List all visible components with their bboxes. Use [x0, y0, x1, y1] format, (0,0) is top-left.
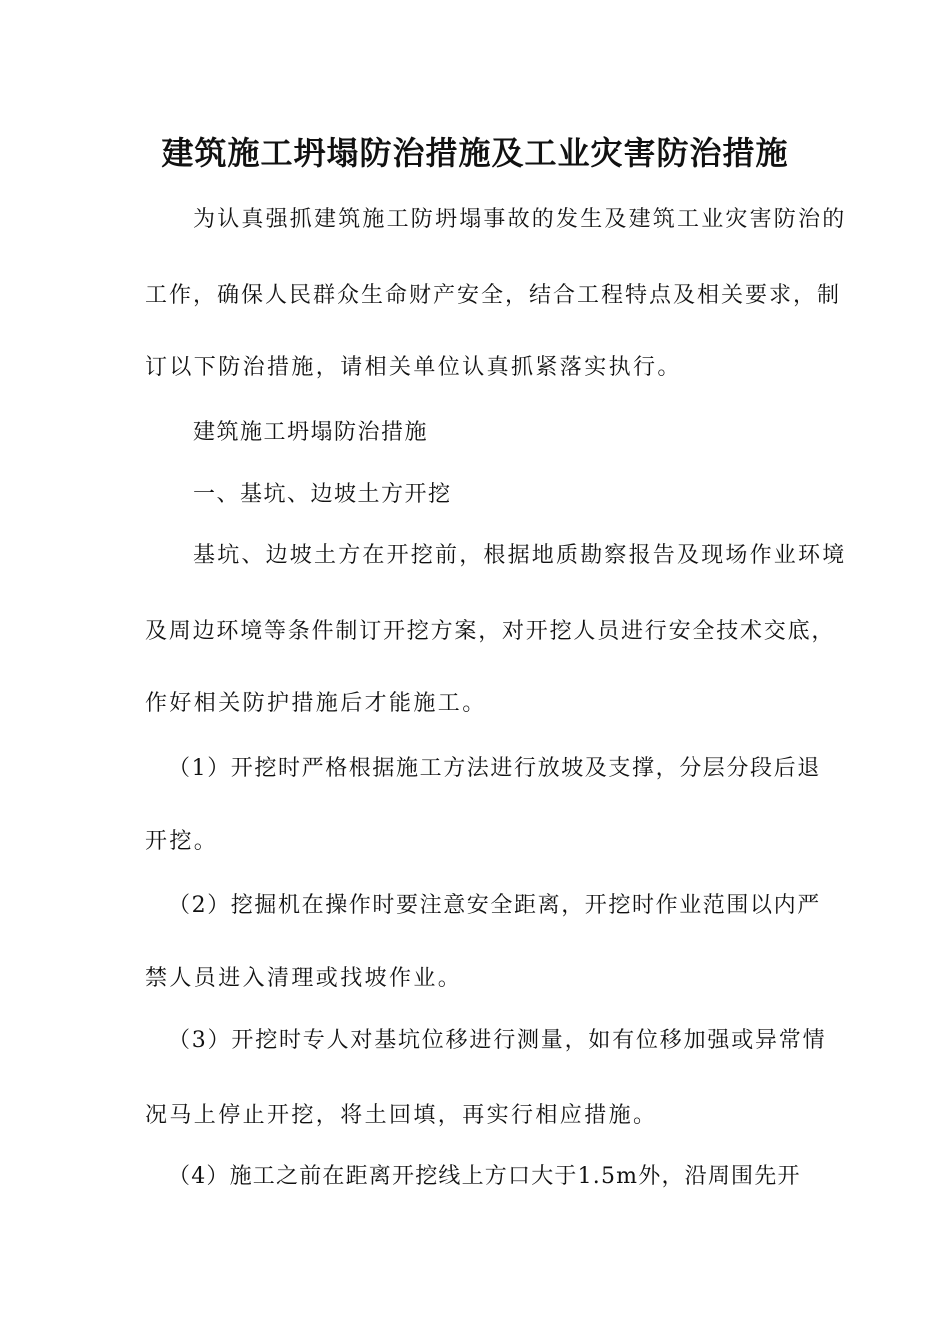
list-item-line: （4）施工之前在距离开挖线上方口大于1.5m外，沿周围先开: [168, 1164, 801, 1189]
list-item-line: 禁人员进入清理或找坡作业。: [145, 966, 463, 991]
section-heading: 建筑施工坍塌防治措施: [193, 420, 429, 445]
list-item-line: （3）开挖时专人对基坑位移进行测量，如有位移加强或异常情: [168, 1028, 827, 1053]
body-paragraph-line: 作好相关防护措施后才能施工。: [145, 691, 487, 716]
list-item-line: 开挖。: [145, 829, 219, 854]
subsection-heading: 一、基坑、边坡土方开挖: [193, 482, 452, 507]
document-title: 建筑施工坍塌防治措施及工业灾害防治措施: [161, 134, 789, 172]
intro-paragraph-line: 为认真强抓建筑施工防坍塌事故的发生及建筑工业灾害防治的: [193, 207, 847, 232]
list-item-line: （2）挖掘机在操作时要注意安全距离，开挖时作业范围以内严: [168, 893, 821, 918]
intro-paragraph-line: 订以下防治措施，请相关单位认真抓紧落实执行。: [145, 355, 682, 380]
body-paragraph-line: 及周边环境等条件制订开挖方案，对开挖人员进行安全技术交底，: [145, 619, 836, 644]
body-paragraph-line: 基坑、边坡土方在开挖前，根据地质勘察报告及现场作业环境: [193, 543, 847, 568]
list-item-line: 况马上停止开挖，将土回填，再实行相应措施。: [145, 1103, 658, 1128]
list-item-line: （1）开挖时严格根据施工方法进行放坡及支撑，分层分段后退: [168, 756, 821, 781]
intro-paragraph-line: 工作，确保人民群众生命财产安全，结合工程特点及相关要求，制: [145, 283, 842, 308]
